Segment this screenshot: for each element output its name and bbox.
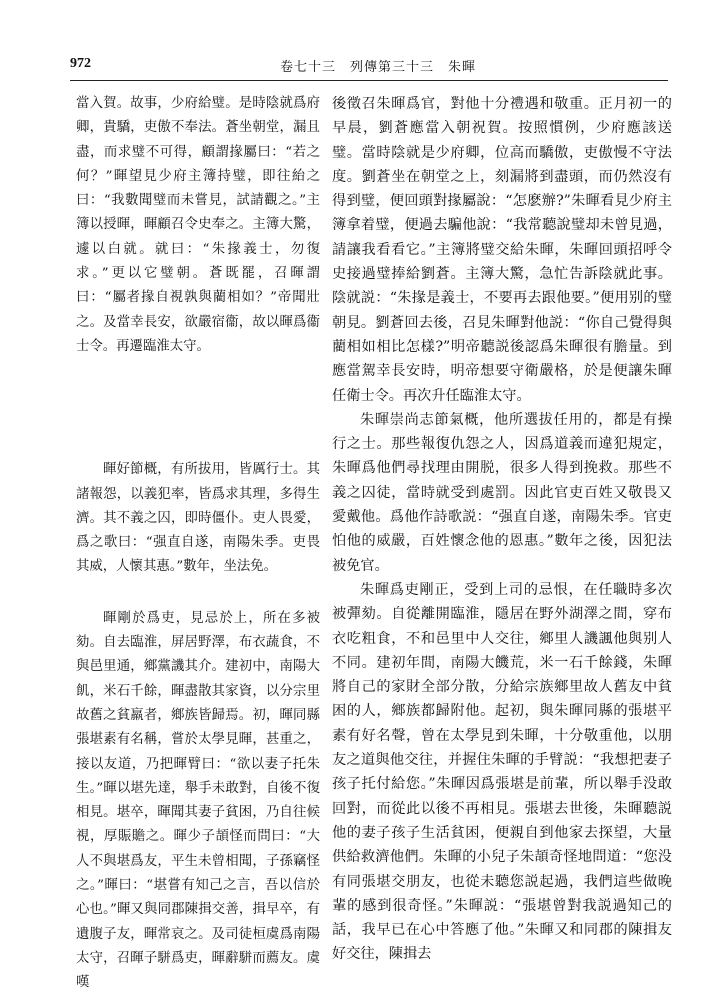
classical-paragraph: 暉好節概，有所拔用，皆厲行士。其諸報怨，以義犯率，皆爲求其理，多得生濟。其不義之囚，即時僵仆。吏人畏愛，爲之歌曰：“强直自遂，南陽朱季。吏畏其威，人懷其惠。”數年，坐法免。 bbox=[76, 462, 320, 575]
header-rule bbox=[70, 80, 668, 81]
translation-paragraph: 後徵召朱暉爲官，對他十分禮遇和敬重。正月初一的早晨，劉蒼應當入朝祝賀。按照慣例，少府應該送璧。當時陰就是少府卿，位高而驕傲，吏傲慢不守法度。劉蒼坐在朝堂之上，刻漏將到盡頭，而仍然沒有得到璧，便回頭對掾屬說：“怎麽辦?”朱暉看見少府主簿拿着璧，便過去騙他說：“我常聽說璧却未曾見過，請讓我看看它。”主簿將璧交給朱暉，朱暉回頭招呼令史接過璧捧給劉蒼。主簿大驚，急忙告訴陰就此事。陰就説：“朱掾是義士，不要再去跟他要。”便用别的璧朝見。劉蒼回去後，召見朱暉對他説：“你自己覺得與藺相如相比怎樣?”明帝聽説後認爲朱暉很有膽量。到應當駕幸長安時，明帝想要守衛嚴格，於是便讓朱暉任衛士令。再次升任臨淮太守。 bbox=[332, 96, 672, 404]
running-title: 卷七十三 列傳第三十三 朱暉 bbox=[280, 60, 477, 75]
paragraph-spacer bbox=[76, 359, 320, 458]
translation-paragraph: 朱暉崇尚志節氣概，他所選拔任用的，都是有操行之士。那些報復仇怨之人，因爲道義而違犯規定，朱暉爲他們尋找理由開脱，很多人得到挽救。那些不義之囚徒，當時就受到處罰。因此官吏百姓又敬畏又愛戴他。爲他作詩歌説：“强直自遂，南陽朱季。官吏怕他的威嚴，百姓懷念他的恩惠。”數年之後，因犯法被免官。 bbox=[332, 411, 672, 574]
translation-column bbox=[332, 92, 672, 963]
page-number: 972 bbox=[70, 56, 91, 71]
translation-paragraph: 朱暉爲吏剛正，受到上司的忌恨，在任職時多次被彈劾。自從離開臨淮，隱居在野外湖澤之間，穿布衣吃粗食，不和邑里中人交往，鄉里人譏諷他與别人不同。建初年間，南陽大饑荒，米一石千餘錢，朱暉將自己的家財全部分散，分給宗族鄉里故人舊友中貧困的人，鄉族都歸附他。起初，與朱暉同縣的張堪平素有好名聲，曾在太學見到朱暉，十分敬重他，以朋友之道與他交往，并握住朱暉的手臂説：“我想把妻子孩子托付給您。”朱暉因爲張堪是前輩，所以舉手没敢回對，而從此以後不再相見。張堪去世後，朱暉聽説他的妻子孩子生活貧困，便親自到他家去探望，大量供給救濟他們。朱暉的小兒子朱頡奇怪地問道：“您没有同張堪交朋友，也從未聽您説起過，我們這些做晚輩的感到很奇怪。”朱暉説：“張堪曾對我説過知己的話，我早已在心中答應了他。”朱暉又和同郡的陳揖友好交往，陳揖去 bbox=[332, 581, 672, 963]
classical-paragraph: 暉剛於爲吏，見忌於上，所在多被劾。自去臨淮，屏居野澤，布衣蔬食，不與邑里通，鄉黨譏其介。建初中，南陽大飢，米石千餘，暉盡散其家資，以分宗里故舊之貧羸者，鄉族皆歸焉。初，暉同縣張堪素有名稱，嘗於太學見暉，甚重之，接以友道，乃把暉臂曰：“欲以妻子托朱生。”暉以堪先達，舉手未敢對，自後不復相見。堪卒，暉聞其妻子貧困，乃自往候視，厚賑贍之。暉少子頡怪而問曰：“大人不與堪爲友，平生未曾相聞，子孫竊怪之。”暉曰：“堪嘗有知己之言，吾以信於心也。”暉又與同郡陳揖交善，揖早卒，有遺腹子友，暉常哀之。及司徒桓虞爲南陽太守，召暉子駢爲吏，暉辭駢而薦友。虞嘆 bbox=[76, 610, 320, 991]
classical-text-column bbox=[76, 92, 320, 991]
paragraph-spacer bbox=[76, 580, 320, 607]
page-header bbox=[70, 56, 670, 78]
classical-paragraph: 當入賀。故事，少府給璧。是時陰就爲府卿，貴驕，吏傲不奉法。蒼坐朝堂，漏且盡，而求璧不可得，顧謂掾屬曰：“若之何？”暉望見少府主簿持璧，即往紿之曰：“我數聞璧而未嘗見，試請觀之。”主簿以授暉，暉顧召令史奉之。主簿大驚，遽以白就。就曰：“朱掾義士，勿復求。”更以它璧朝。蒼既罷，召暉謂曰：“屬者掾自視孰與藺相如？”帝聞壯之。及當幸長安，欲嚴宿衞，故以暉爲衞士令。再遷臨淮太守。 bbox=[76, 96, 320, 354]
